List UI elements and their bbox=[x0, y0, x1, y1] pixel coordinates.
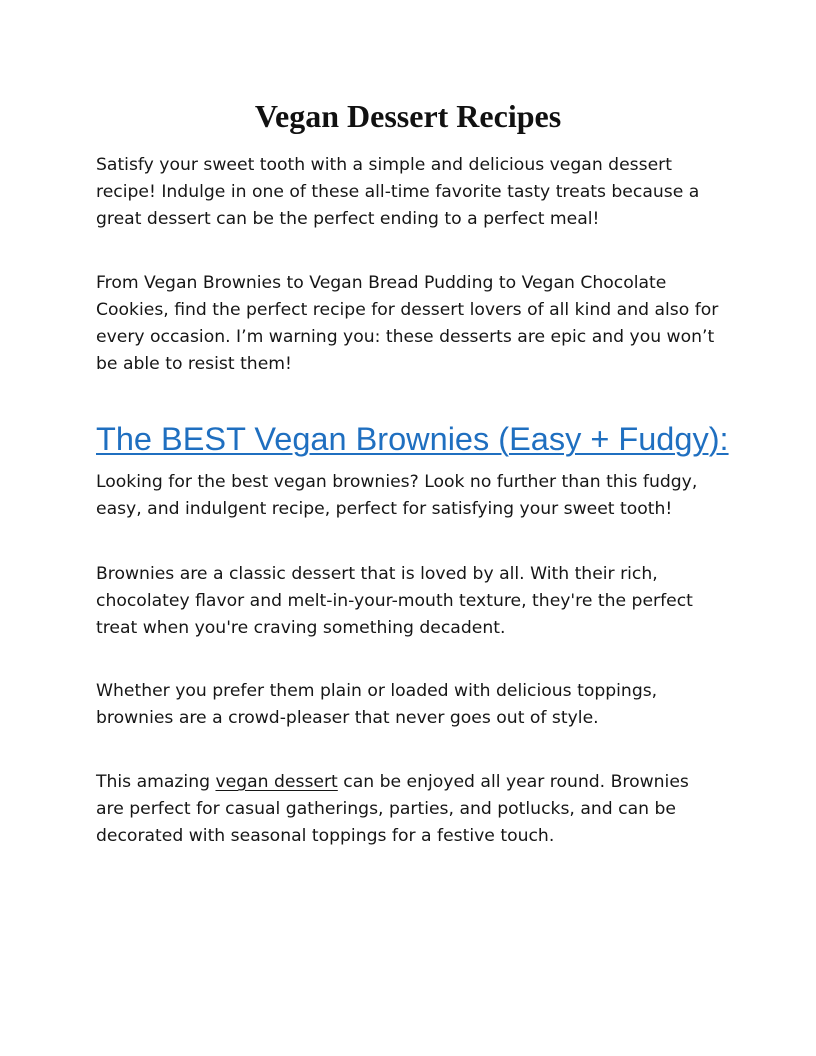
document-title: Vegan Dessert Recipes bbox=[254, 98, 562, 134]
intro-paragraph-1: Satisfy your sweet tooth with a simple and delicious vegan dessert recipe! Indulge in one of these all-time favorite tasty treats because a great dessert can be the perfect ending to a perfect meal! bbox=[96, 155, 700, 229]
vegan-dessert-link[interactable]: vegan dessert bbox=[215, 772, 338, 792]
section-heading-link[interactable]: The BEST Vegan Brownies (Easy + Fudgy): bbox=[96, 421, 729, 457]
section-paragraph-1: Looking for the best vegan brownies? Look no further than this fudgy, easy, and indulgent recipe, perfect for satisfying your sweet tooth! bbox=[96, 472, 698, 519]
section-heading bbox=[96, 418, 736, 460]
paragraph-text-after-link: can be enjoyed all year round. Brownies are perfect for casual gatherings, parties, and potlucks, and can be decorated with seasonal toppings for a festive touch. bbox=[96, 772, 689, 846]
intro-paragraph-2: From Vegan Brownies to Vegan Bread Pudding to Vegan Chocolate Cookies, find the perfect recipe for dessert lovers of all kind and also for every occasion. I’m warning you: these desserts are epic and you won’t be able to resist them! bbox=[96, 273, 719, 374]
paragraph-text-before-link: This amazing bbox=[96, 772, 216, 792]
section-paragraph-2: Brownies are a classic dessert that is loved by all. With their rich, chocolatey flavor and melt-in-your-mouth texture, they're the perfect treat when you're craving something decadent. bbox=[96, 564, 693, 638]
section-paragraph-4 bbox=[96, 769, 720, 850]
section-paragraph-3: Whether you prefer them plain or loaded with delicious toppings, brownies are a crowd-pleaser that never goes out of style. bbox=[96, 681, 658, 728]
